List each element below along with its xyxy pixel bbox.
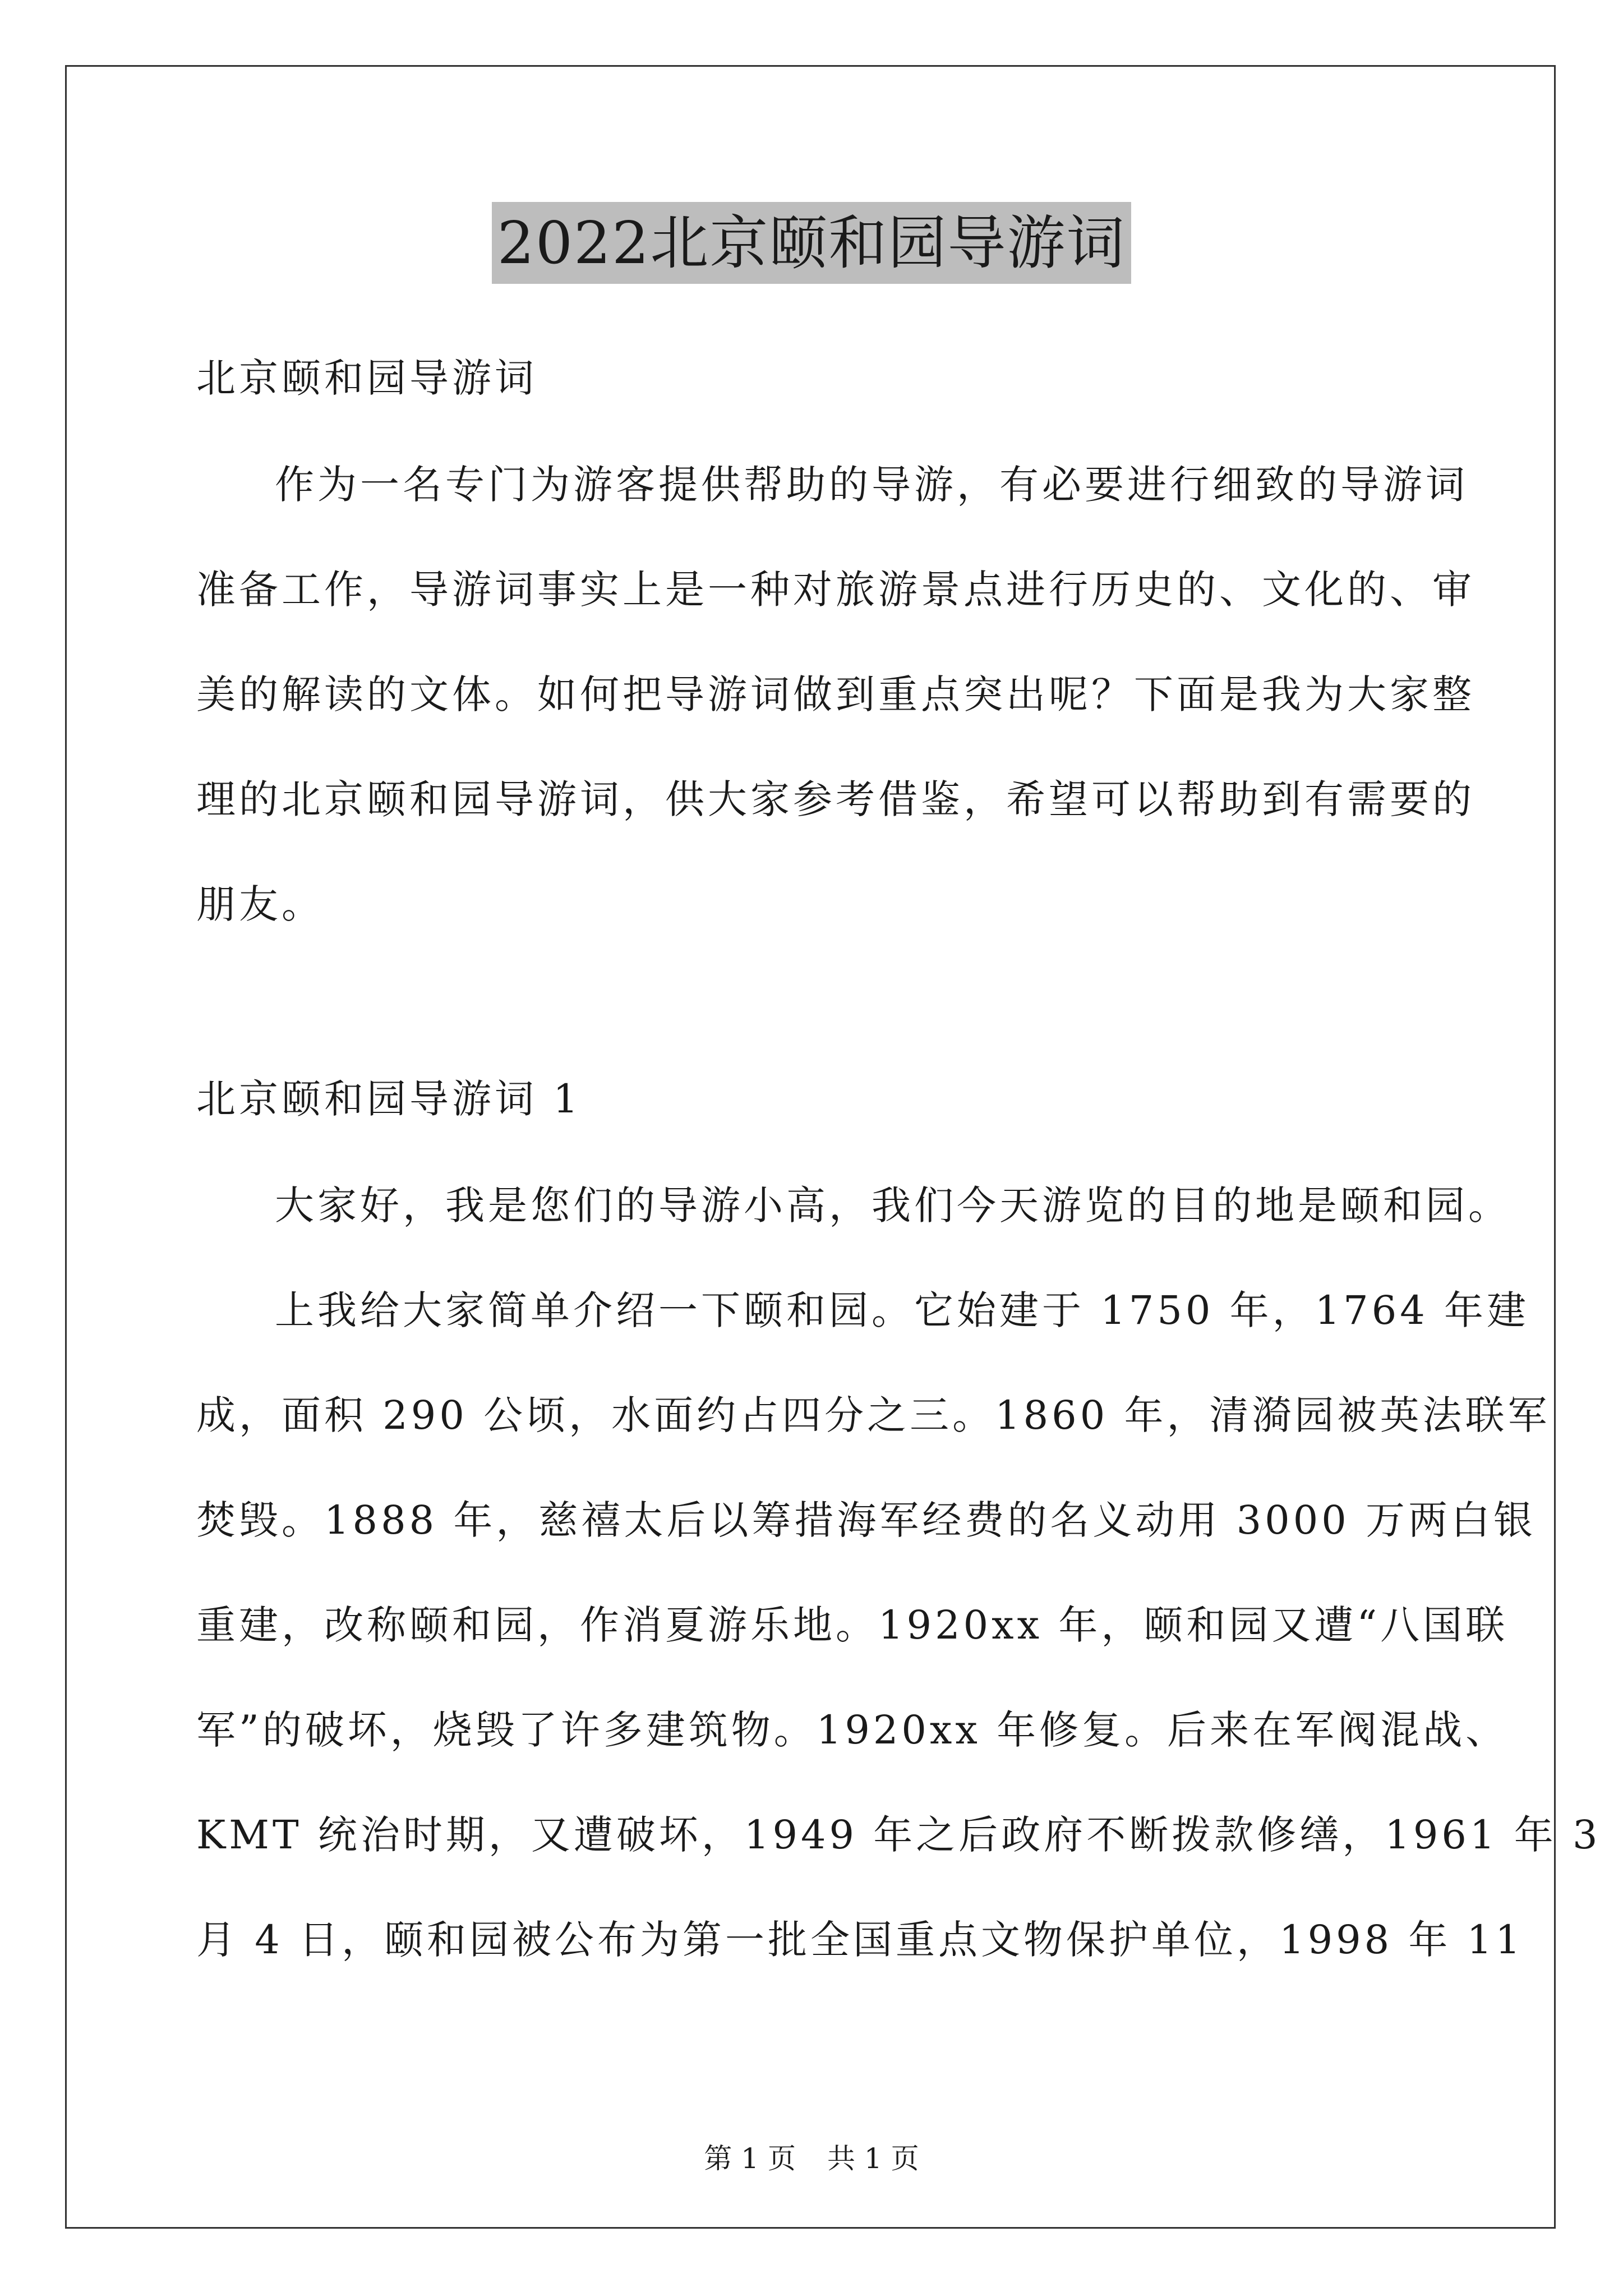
intro-line-4: 理的北京颐和园导游词，供大家参考借鉴，希望可以帮助到有需要的 <box>196 776 1475 822</box>
section1-line-5: 重建，改称颐和园，作消夏游乐地。1920xx 年，颐和园又遭“八国联 <box>196 1602 1509 1648</box>
title-wrapper <box>0 202 1623 284</box>
section1-line-3: 成，面积 290 公顷，水面约占四分之三。1860 年，清漪园被英法联军 <box>196 1392 1551 1438</box>
section1-line-1: 大家好，我是您们的导游小高，我们今天游览的目的地是颐和园。 <box>275 1182 1511 1228</box>
intro-line-3: 美的解读的文体。如何把导游词做到重点突出呢？下面是我为大家整 <box>196 671 1475 717</box>
section1-line-6: 军”的破坏，烧毁了许多建筑物。1920xx 年修复。后来在军阀混战、 <box>196 1707 1509 1753</box>
page-footer <box>0 2142 1623 2175</box>
intro-line-1: 作为一名专门为游客提供帮助的导游，有必要进行细致的导游词 <box>275 462 1468 508</box>
section1-line-7: KMT 统治时期，又遭破坏，1949 年之后政府不断拨款修缮，1961 年 3 <box>196 1812 1601 1858</box>
page-total: 共 1 页 <box>827 2142 919 2175</box>
intro-line-2: 准备工作，导游词事实上是一种对旅游景点进行历史的、文化的、审 <box>196 567 1475 613</box>
intro-line-5: 朋友。 <box>196 881 324 927</box>
section1-heading: 北京颐和园导游词 1 <box>196 1076 582 1122</box>
page-current: 第 1 页 <box>704 2142 796 2175</box>
section1-line-2: 上我给大家简单介绍一下颐和园。它始建于 1750 年，1764 年建 <box>275 1287 1530 1333</box>
section1-line-8: 月 4 日，颐和园被公布为第一批全国重点文物保护单位，1998 年 11 <box>196 1917 1524 1963</box>
intro-heading: 北京颐和园导游词 <box>196 355 537 401</box>
section1-line-4: 焚毁。1888 年，慈禧太后以筹措海军经费的名义动用 3000 万两白银 <box>196 1497 1537 1543</box>
document-title: 2022北京颐和园导游词 <box>492 202 1132 284</box>
